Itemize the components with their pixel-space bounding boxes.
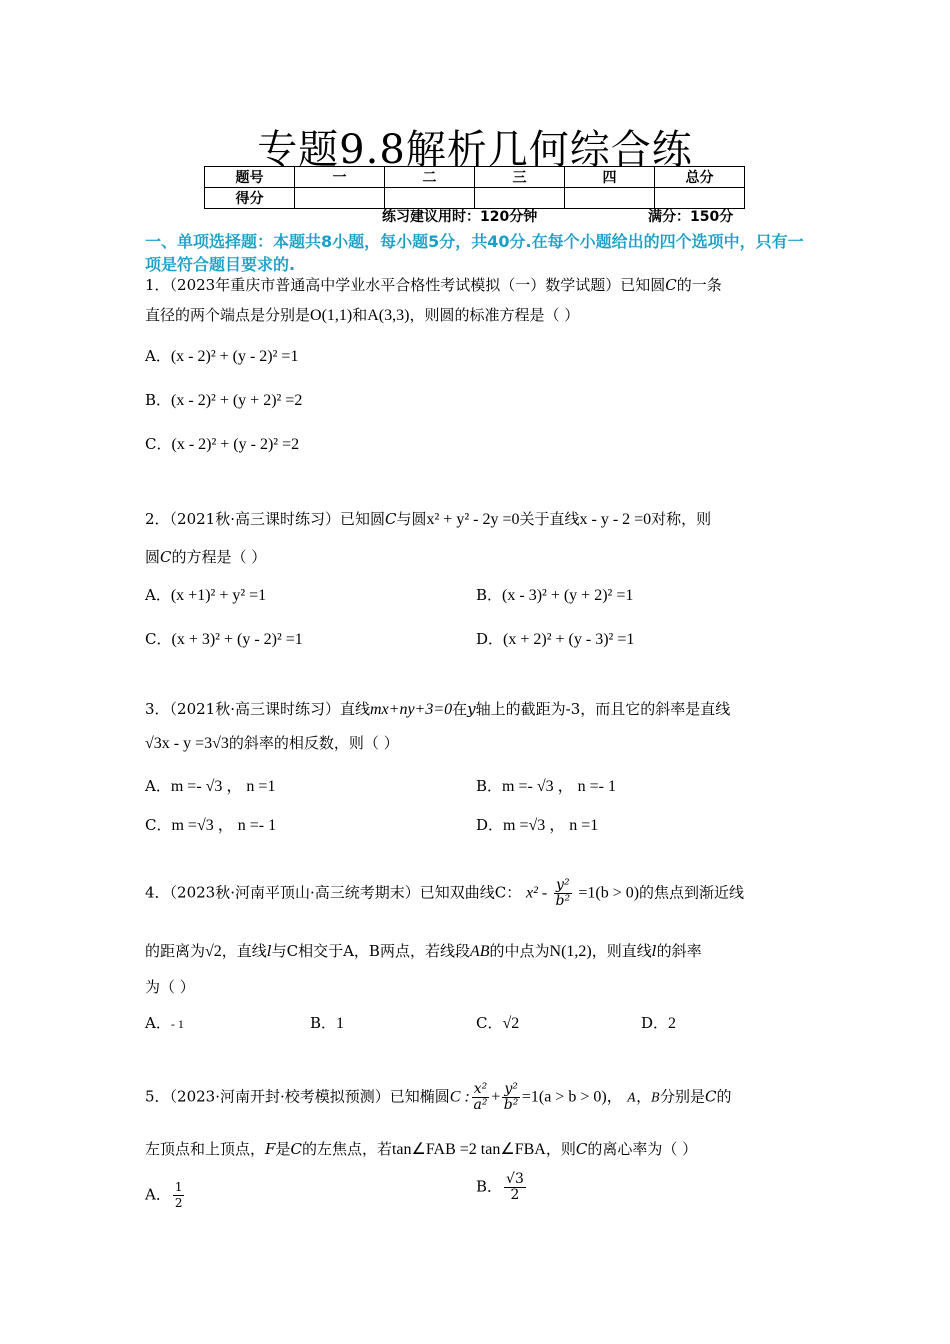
header-cell: 题号 <box>205 167 295 188</box>
fraction-one-half: $\frac{1}{2}$ <box>174 1180 183 1210</box>
fraction-y2-b2: $\frac{\text{y²}}{\text{b²}}$ <box>555 877 571 909</box>
question-4-line-2: 的距离为√2，直线l与C相交于A，B两点，若线段AB的中点为N(1,2)，则直线l的斜率 <box>145 942 702 960</box>
option-b[interactable]: B．(x - 2)² + (y + 2)² =2 <box>145 391 303 409</box>
option-b[interactable]: B．1 <box>310 1014 345 1032</box>
option-a[interactable]: A．- 1 <box>145 1014 184 1032</box>
score-table <box>204 166 745 209</box>
option-d[interactable]: D．2 <box>641 1014 677 1032</box>
question-5-line-2: 左顶点和上顶点，F是C的左焦点，若tan∠FAB =2 tan∠FBA，则C的离心率为（ ） <box>145 1140 698 1158</box>
row-label-cell: 得分 <box>205 188 295 209</box>
score-cell[interactable] <box>295 188 385 209</box>
option-c[interactable]: C．(x + 3)² + (y - 2)² =1 <box>145 630 303 648</box>
option-c[interactable]: C．√2 <box>476 1014 520 1032</box>
score-cell[interactable] <box>565 188 655 209</box>
option-a[interactable]: A．(x +1)² + y² =1 <box>145 586 267 604</box>
option-b[interactable]: B． $\frac{√3}{2}$ <box>476 1171 524 1203</box>
fraction-y2-b2: $\frac{\text{y²}}{\text{b²}}$ <box>503 1081 519 1113</box>
question-3-line-2: √3x - y =3√3的斜率的相反数，则（ ） <box>145 734 399 752</box>
option-a[interactable]: A．m =- √3 ， n =1 <box>145 777 276 795</box>
page-title: 专题9.8解析几何综合练 <box>257 127 693 173</box>
header-cell: 四 <box>565 167 655 188</box>
option-c[interactable]: C．m =√3 ， n =- 1 <box>145 816 277 834</box>
option-b[interactable]: B．(x - 3)² + (y + 2)² =1 <box>476 586 634 604</box>
fraction-x2-a2: $\frac{\text{x²}}{\text{a²}}$ <box>473 1081 488 1113</box>
header-cell: 三 <box>475 167 565 188</box>
header-cell: 一 <box>295 167 385 188</box>
header-cell: 二 <box>385 167 475 188</box>
option-a[interactable]: A． $\frac{1}{2}$ <box>145 1180 183 1210</box>
question-4-line-3: 为（ ） <box>145 978 195 996</box>
score-table-header-row <box>205 167 745 188</box>
fraction-root3-half: $\frac{√3}{2}$ <box>506 1171 524 1203</box>
question-1: 1．（2023年重庆市普通高中学业水平合格性考试模拟（一）数学试题）已知圆C的一条 <box>145 276 722 294</box>
option-a[interactable]: A．(x - 2)² + (y - 2)² =1 <box>145 347 299 365</box>
section-heading: 一、单项选择题：本题共8小题，每小题5分，共40分.在每个小题给出的四个选项中，只有一项是符合题目要求的. <box>145 232 804 274</box>
question-5: 5．（2023·河南开封·校考模拟预测）已知椭圆C : $\frac{\text{x²}}{\text{a²}}$ + $\frac{\text{y²}}{\text{b²}}$ =1(a > b > 0)， A，B分别是C的 <box>145 1081 732 1113</box>
option-d[interactable]: D．m =√3 ， n =1 <box>476 816 599 834</box>
option-d[interactable]: D．(x + 2)² + (y - 3)² =1 <box>476 630 635 648</box>
suggested-time: 练习建议用时：120分钟 <box>382 209 538 225</box>
question-2: 2．（2021秋·高三课时练习）已知圆C与圆x² + y² - 2y =0关于直线x - y - 2 =0对称，则 <box>145 510 712 528</box>
question-2-line-2: 圆C的方程是（ ） <box>145 548 267 566</box>
question-3: 3．（2021秋·高三课时练习）直线mx+ny+3=0在y轴上的截距为-3，而且它的斜率是直线 <box>145 700 731 718</box>
question-1-line-2: 直径的两个端点是分别是O(1,1)和A(3,3)，则圆的标准方程是（ ） <box>145 306 580 324</box>
question-4: 4．（2023秋·河南平顶山·高三统考期末）已知双曲线C： x² - $\frac{\text{y²}}{\text{b²}}$ =1(b > 0)的焦点到渐近线 <box>145 877 745 909</box>
full-score: 满分：150分 <box>648 209 734 225</box>
option-c[interactable]: C．(x - 2)² + (y - 2)² =2 <box>145 435 300 453</box>
header-cell: 总分 <box>655 167 745 188</box>
option-b[interactable]: B．m =- √3 ， n =- 1 <box>476 777 616 795</box>
